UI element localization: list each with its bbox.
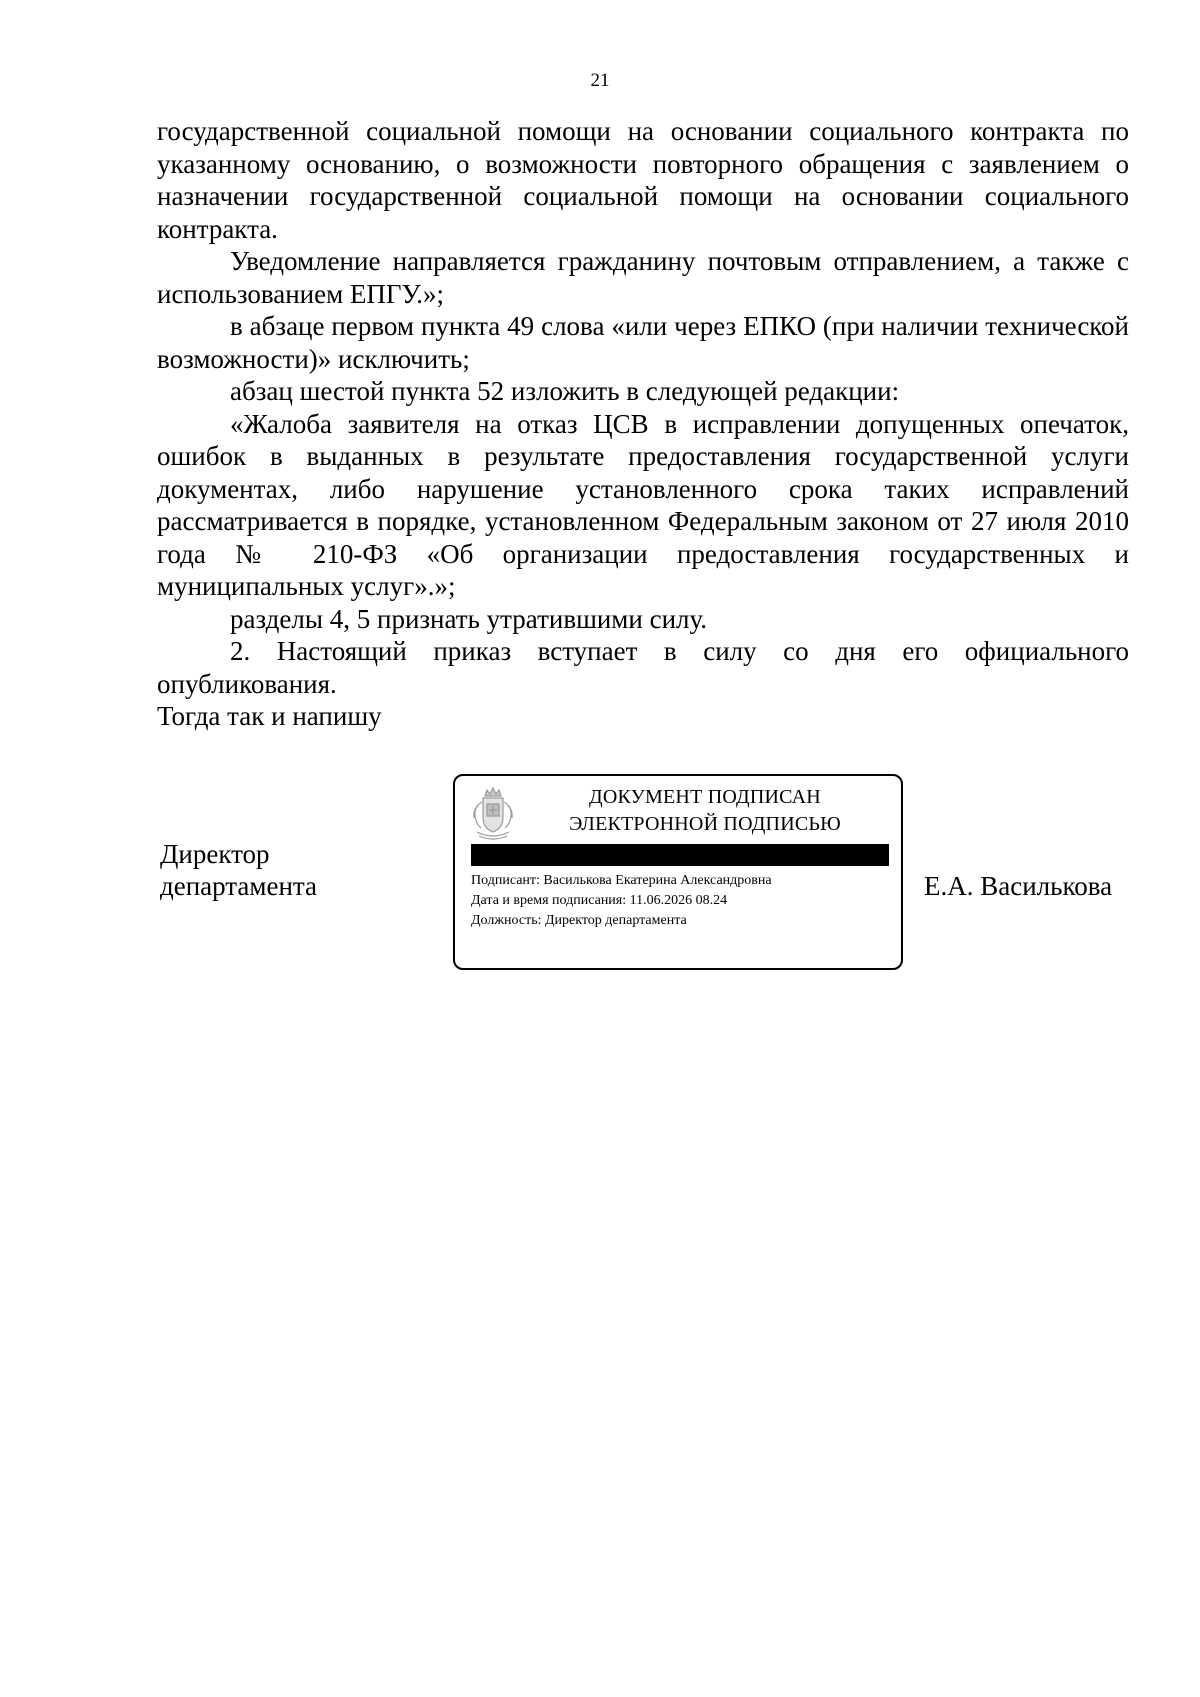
paragraph: разделы 4, 5 признать утратившими силу. (230, 603, 708, 634)
paragraph: государственной социальной помощи на основании социального контракта по указанному основанию, о возможности повторного обращения с заявлением о назначении государственной социальной помощи на основании социального контракта. (157, 116, 1129, 244)
page-number: 21 (590, 70, 610, 91)
paragraph: «Жалоба заявителя на отказ ЦСВ в исправлении допущенных опечаток, ошибок в выданных в результате предоставления государственной услуги документах, либо нарушение установленного срока таких исправлений рассматривается в порядке, установленном Федеральным законом от 27 июля 2010 года № 210-ФЗ «Об организации предоставления государственных и муниципальных услуг».»; (157, 408, 1129, 601)
stamp-signed-at: Дата и время подписания: 11.06.2026 08.24 (471, 893, 728, 908)
paragraph: в абзаце первом пункта 49 слова «или через ЕПКО (при наличии технической возможности)» исключить; (157, 311, 1129, 374)
stamp-signer: Подписант: Василькова Екатерина Александровна (471, 873, 772, 888)
paragraph: абзац шестой пункта 52 изложить в следующей редакции: (230, 376, 900, 406)
paragraph: Тогда так и напишу (157, 701, 382, 731)
paragraph: Уведомление направляется гражданину почтовым отправлением, а также с использованием ЕПГУ.»; (157, 246, 1129, 309)
signer-position (160, 838, 317, 902)
signer-position-line: департамента (160, 871, 318, 901)
stamp-title (535, 784, 875, 838)
paragraph: 2. Настоящий приказ вступает в силу со дня его официального опубликования. (157, 636, 1129, 699)
electronic-signature-stamp (453, 774, 903, 970)
stamp-title-line: ЭЛЕКТРОННОЙ ПОДПИСЬЮ (569, 813, 841, 835)
document-body (157, 115, 1129, 733)
redaction-bar (471, 844, 889, 866)
stamp-details (471, 871, 772, 931)
coat-of-arms-icon (469, 784, 517, 842)
signer-name: Е.А. Василькова (924, 871, 1113, 901)
stamp-title-line: ДОКУМЕНТ ПОДПИСАН (589, 786, 821, 808)
signer-position-line: Директор (160, 839, 270, 869)
signature-block (0, 774, 1200, 1004)
stamp-position: Должность: Директор департамента (471, 913, 687, 928)
